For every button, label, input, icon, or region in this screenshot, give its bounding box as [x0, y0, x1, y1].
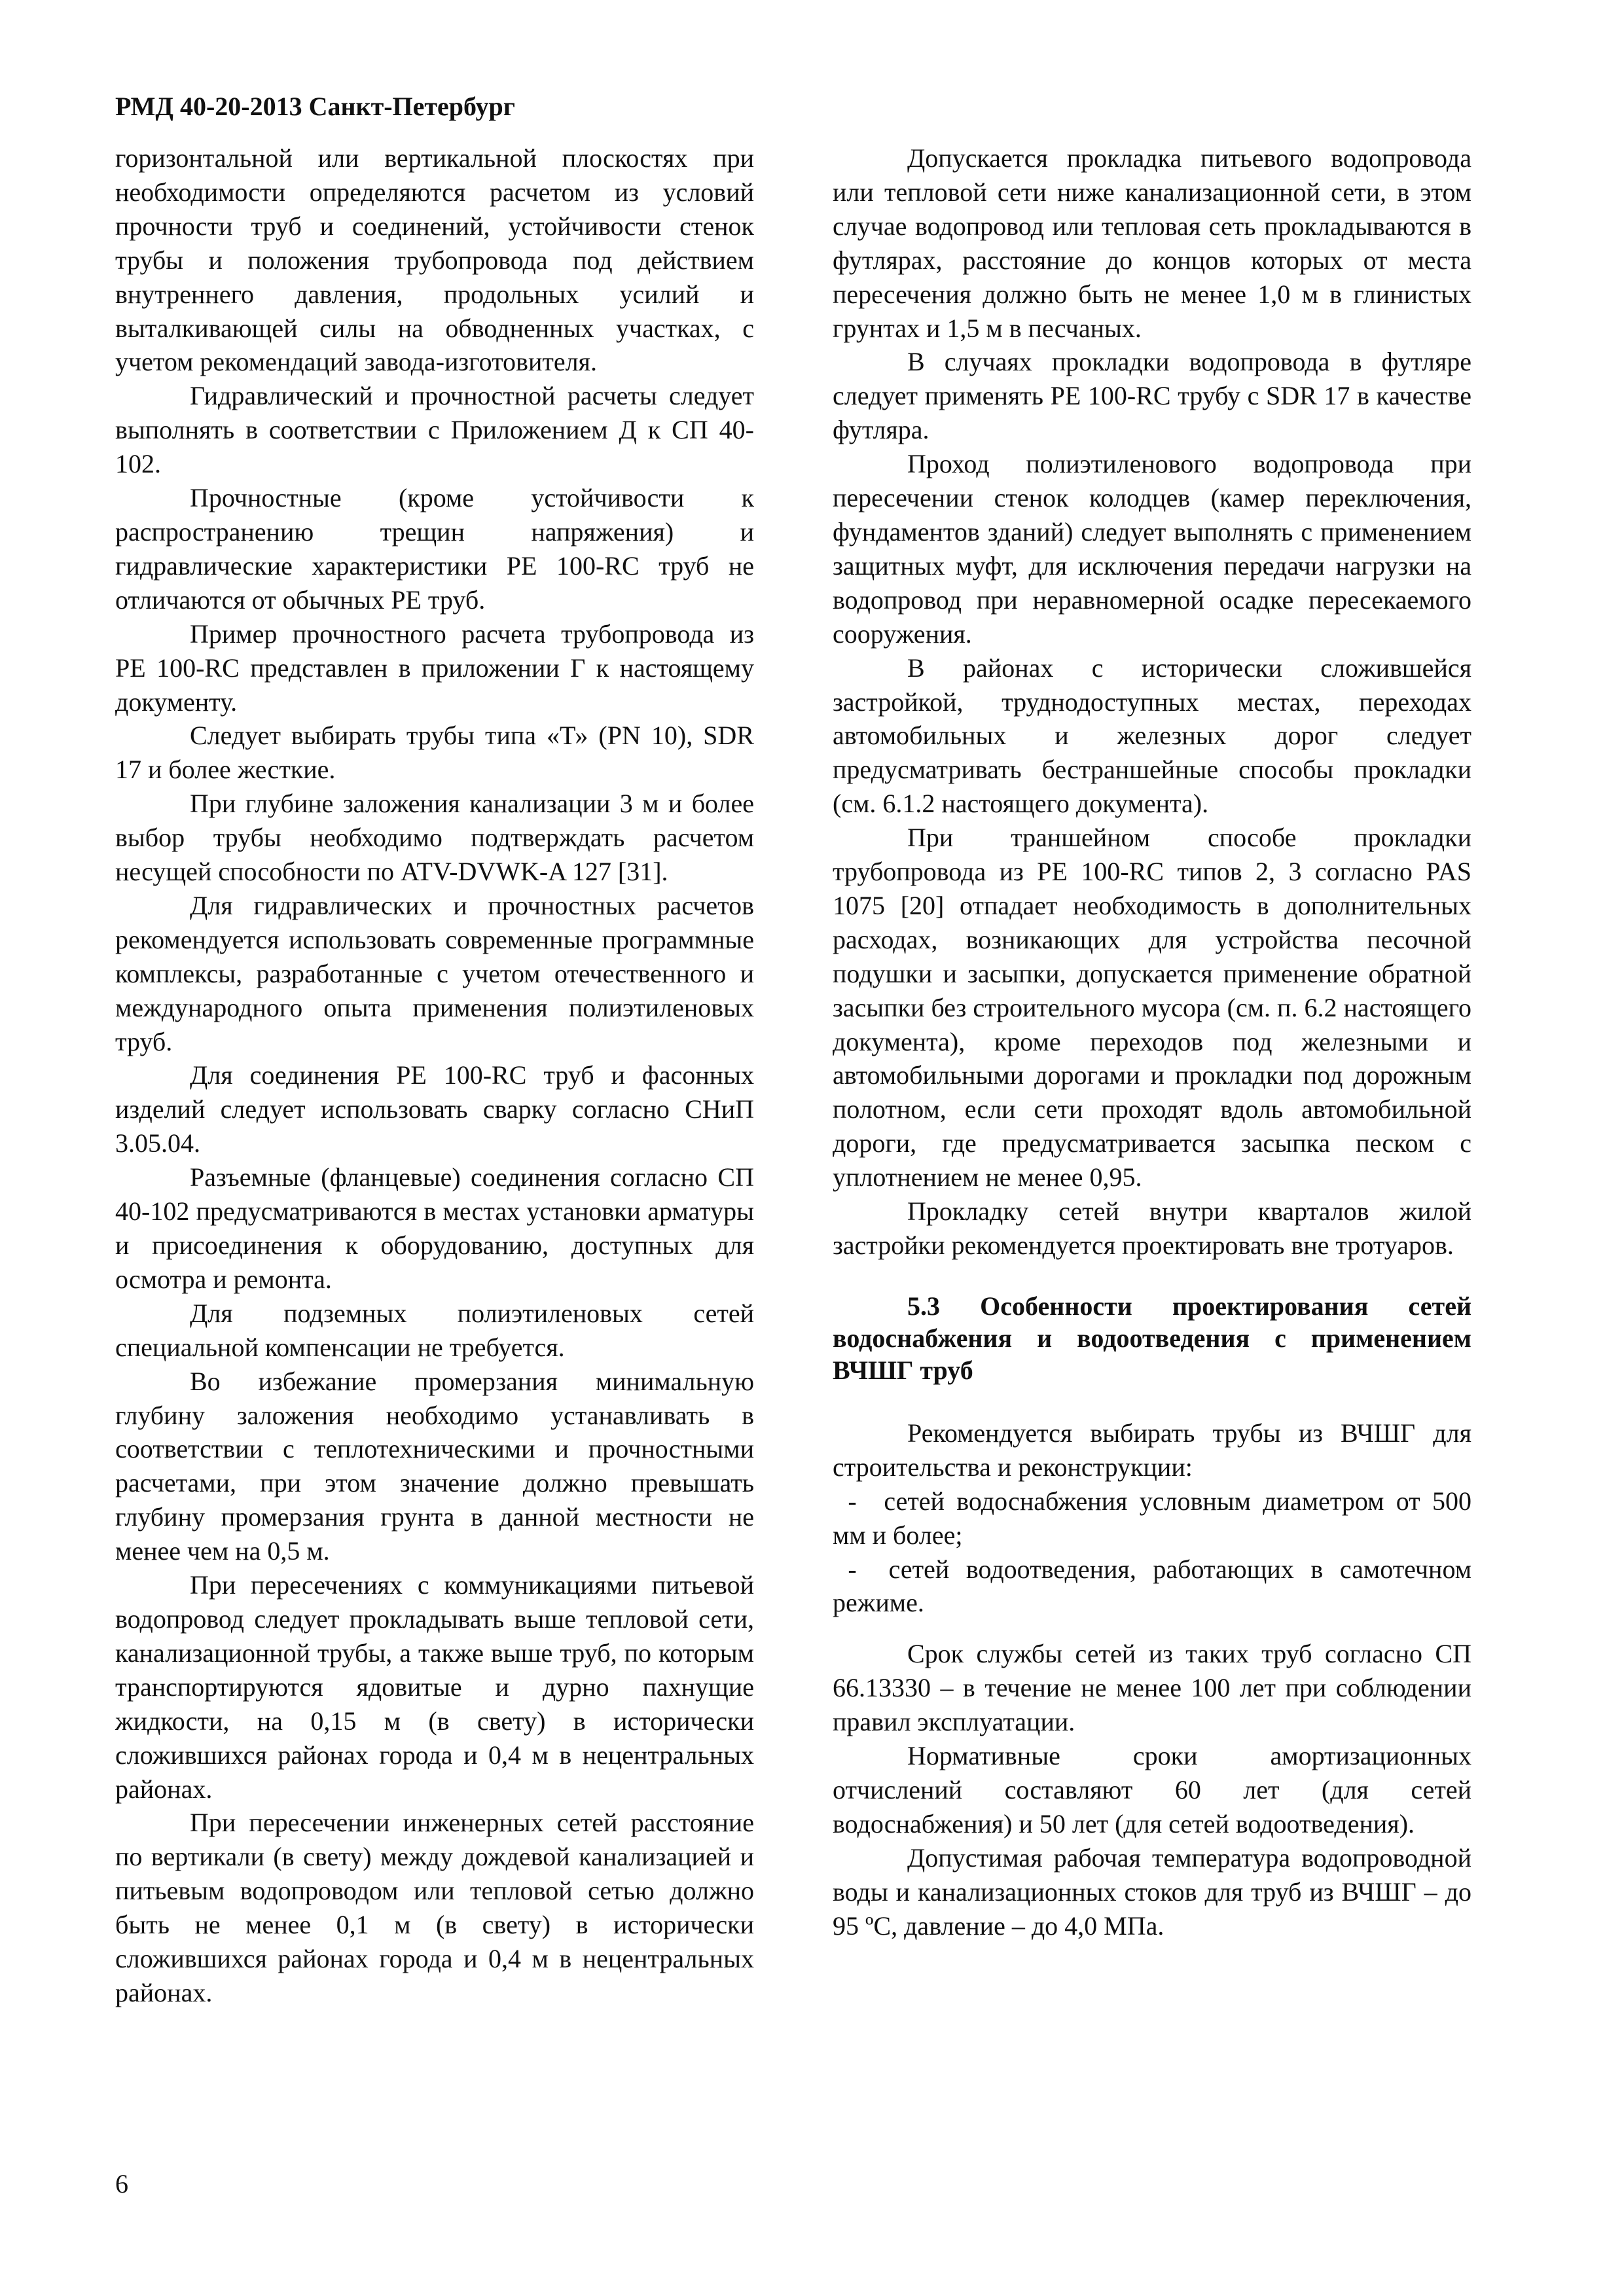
running-header: РМД 40-20-2013 Санкт-Петербург	[115, 92, 515, 121]
paragraph: Для соединения РЕ 100-RC труб и фасонных изделий следует использовать сварку согласно СНиП 3.05.04.	[115, 1060, 754, 1158]
section-heading: 5.3 Особенности проектирования сетей водоснабжения и водоотведения с применением ВЧШГ труб	[833, 1291, 1471, 1385]
paragraph: В районах с исторически сложившейся застройкой, труднодоступных местах, переходах автомобильных и железных дорог следует предусматривать бестраншейные способы прокладки (см. 6.1.2 настоящего документа).	[833, 653, 1471, 819]
list-item	[833, 1552, 1471, 1621]
paragraph: Рекомендуется выбирать трубы из ВЧШГ для строительства и реконструкции:	[833, 1418, 1471, 1482]
paragraph: При пересечении инженерных сетей расстояние по вертикали (в свету) между дождевой канализацией и питьевым водопроводом или тепловой сетью должно быть не менее 0,1 м (в свету) в исторически сложившихся районах города и 0,4 м в нецентральных районах.	[115, 1808, 754, 2007]
paragraph: Для гидравлических и прочностных расчетов рекомендуется использовать современные программные комплексы, разработанные с учетом отечественного и международного опыта применения полиэтиленовых труб.	[115, 890, 754, 1056]
paragraph: Для подземных полиэтиленовых сетей специальной компенсации не требуется.	[115, 1298, 754, 1362]
list-item-text: сетей водоснабжения условным диаметром от 500 мм и более;	[833, 1486, 1471, 1550]
list-dash: -	[848, 1486, 857, 1516]
paragraph: Допускается прокладка питьевого водопровода или тепловой сети ниже канализационной сети, в этом случае водопровод или тепловая сеть прокладываются в футлярах, расстояние до концов которых от места пересечения должно быть не менее 1,0 м в глинистых грунтах и 1,5 м в песчаных.	[833, 143, 1471, 343]
paragraph: В случаях прокладки водопровода в футляре следует применять РЕ 100-RC трубу с SDR 17 в качестве футляра.	[833, 347, 1471, 445]
paragraph: Пример прочностного расчета трубопровода из РЕ 100-RC представлен в приложении Г к настоящему документу.	[115, 619, 754, 717]
page-number: 6	[115, 2169, 128, 2198]
list-dash: -	[848, 1554, 857, 1584]
paragraph: Прочностные (кроме устойчивости к распространению трещин напряжения) и гидравлические характеристики РЕ 100-RC труб не отличаются от обычных РЕ труб.	[115, 483, 754, 615]
paragraph: При траншейном способе прокладки трубопровода из РЕ 100-RC типов 2, 3 согласно PAS 1075 [20] отпадает необходимость в дополнительных расходах, возникающих для устройства песочной подушки и засыпки, допускается применение обратной засыпки без строительного мусора (см. п. 6.2 настоящего документа), кроме переходов под железными и автомобильными дорогами и прокладки под дорожным полотном, если сети проходят вдоль автомобильной дороги, где предусматривается засыпка песком с уплотнением не менее 0,95.	[833, 823, 1471, 1193]
paragraph: Прокладку сетей внутри кварталов жилой застройки рекомендуется проектировать вне тротуаров.	[833, 1196, 1471, 1260]
paragraph: Нормативные сроки амортизационных отчислений составляют 60 лет (для сетей водоснабжения) и 50 лет (для сетей водоотведения).	[833, 1741, 1471, 1839]
paragraph: Разъемные (фланцевые) соединения согласно СП 40-102 предусматриваются в местах установки арматуры и присоединения к оборудованию, доступных для осмотра и ремонта.	[115, 1162, 754, 1294]
paragraph: При пересечениях с коммуникациями питьевой водопровод следует прокладывать выше тепловой сети, канализационной трубы, а также выше труб, по которым транспортируются ядовитые и дурно пахнущие жидкости, на 0,15 м (в свету) в исторически сложившихся районах города и 0,4 м в нецентральных районах.	[115, 1570, 754, 1804]
paragraph: горизонтальной или вертикальной плоскостях при необходимости определяются расчетом из условий прочности труб и соединений, устойчивости стенок трубы и положения трубопровода под действием внутреннего давления, продольных усилий и выталкивающей силы на обводненных участках, с учетом рекомендаций завода-изготовителя.	[115, 143, 754, 377]
paragraph: Следует выбирать трубы типа «Т» (PN 10), SDR 17 и более жесткие.	[115, 721, 754, 785]
list-item-text: сетей водоотведения, работающих в самотечном режиме.	[833, 1554, 1472, 1618]
list-item	[833, 1484, 1471, 1552]
paragraph: При глубине заложения канализации 3 м и более выбор трубы необходимо подтверждать расчетом несущей способности по ATV-DVWK-A 127 [31].	[115, 789, 754, 887]
paragraph: Гидравлический и прочностной расчеты следует выполнять в соответствии с Приложением Д к СП 40-102.	[115, 381, 754, 479]
paragraph: Срок службы сетей из таких труб согласно СП 66.13330 – в течение не менее 100 лет при соблюдении правил эксплуатации.	[833, 1639, 1471, 1737]
paragraph: Проход полиэтиленового водопровода при пересечении стенок колодцев (камер переключения, фундаментов зданий) следует выполнять с применением защитных муфт, для исключения передачи нагрузки на водопровод при неравномерной осадке пересекаемого сооружения.	[833, 449, 1471, 649]
paragraph: Допустимая рабочая температура водопроводной воды и канализационных стоков для труб из ВЧШГ – до 95 ºС, давление – до 4,0 МПа.	[833, 1842, 1471, 1941]
paragraph: Во избежание промерзания минимальную глубину заложения необходимо устанавливать в соответствии с теплотехническими и прочностными расчетами, при этом значение должно превышать глубину промерзания грунта в данной местности не менее чем на 0,5 м.	[115, 1366, 754, 1566]
right-column	[833, 141, 1471, 1943]
left-column	[115, 141, 754, 2010]
